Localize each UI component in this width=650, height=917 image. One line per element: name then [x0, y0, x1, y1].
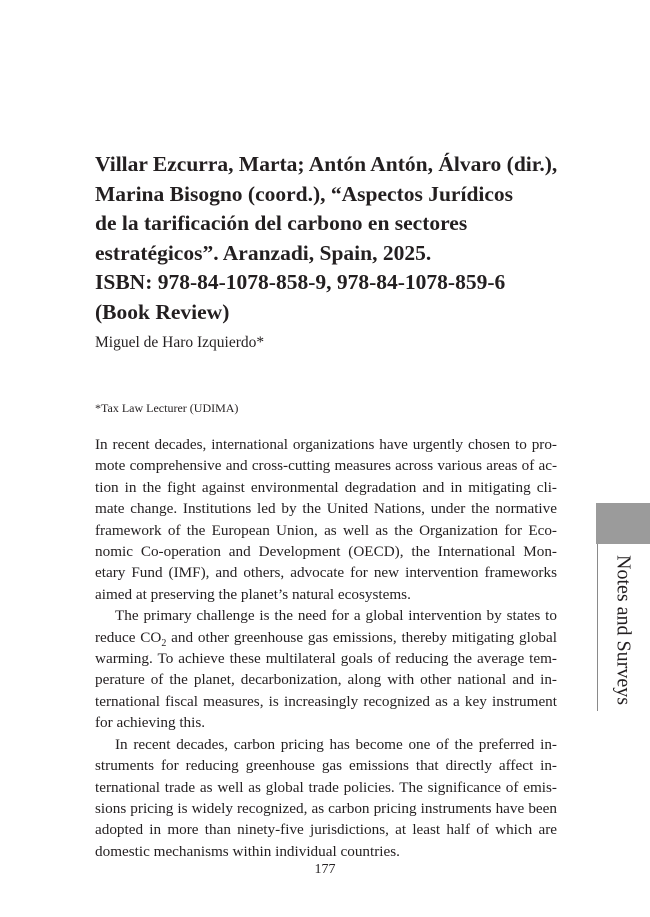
body-text: [95, 434, 557, 862]
text-line: mote comprehensive and cross-cutting measures across various areas of ac-: [95, 457, 557, 475]
text-line: for achieving this.: [95, 714, 206, 732]
text-line: tion in the fight against environmental degradation and in mitigating cli-: [95, 478, 557, 496]
article-title: [95, 150, 575, 327]
subscript: 2: [161, 637, 167, 649]
author-name: Miguel de Haro Izquierdo*: [95, 334, 265, 351]
text-line: In recent decades, carbon pricing has become one of the preferred in-: [115, 735, 557, 753]
title-line: estratégicos”. Aranzadi, Spain, 2025.: [95, 240, 432, 265]
text-line: ternational fiscal measures, is increasingly recognized as a key instrument: [95, 692, 557, 710]
text-line: ternational trade as well as global trade policies. The significance of emis-: [95, 778, 557, 796]
paragraph-2: [95, 605, 557, 733]
text-line: nomic Co-operation and Development (OECD), the International Mon-: [95, 543, 557, 561]
text-line-with-subscript: [95, 627, 557, 648]
paragraph-1: [95, 434, 557, 605]
title-line: de la tarificación del carbono en sectores: [95, 211, 468, 235]
text-line: warming. To achieve these multilateral goals of reducing the average tem-: [95, 650, 557, 668]
page-number: 177: [314, 862, 336, 877]
text-line: sions pricing is widely recognized, as carbon pricing instruments have been: [95, 799, 557, 817]
text-fragment: and other greenhouse gas emissions, thereby mitigating global: [166, 628, 557, 646]
text-line: perature of the planet, decarbonization, along with other national and in-: [95, 671, 557, 689]
title-line: ISBN: 978-84-1078-858-9, 978-84-1078-859-6: [95, 270, 506, 294]
text-line: In recent decades, international organizations have urgently chosen to pro-: [95, 436, 557, 453]
author-footnote: *Tax Law Lecturer (UDIMA): [95, 401, 239, 415]
section-tab-rule: [597, 544, 598, 711]
text-line: adopted in more than ninety-five jurisdictions, at least half of which are: [95, 821, 557, 839]
text-line: framework of the European Union, as well as the Organization for Eco-: [95, 521, 557, 539]
section-label: Notes and Surveys: [612, 555, 635, 705]
text-line: struments for reducing greenhouse gas emissions that directly affect in-: [95, 757, 557, 775]
text-line: domestic mechanisms within individual countries.: [95, 842, 400, 860]
text-fragment: reduce CO: [95, 628, 162, 646]
text-line: mate change. Institutions led by the United Nations, under the normative: [95, 500, 557, 518]
text-line: aimed at preserving the planet’s natural ecosystems.: [95, 585, 411, 603]
text-line: etary Fund (IMF), and others, advocate for new intervention frameworks: [95, 564, 557, 582]
text-line: The primary challenge is the need for a global intervention by states to: [115, 607, 557, 625]
section-tab-marker: [596, 503, 650, 544]
paragraph-3: [95, 734, 557, 862]
title-line: Villar Ezcurra, Marta; Antón Antón, Álvaro (dir.),: [95, 152, 558, 176]
title-line: Marina Bisogno (coord.), “Aspectos Jurídicos: [95, 181, 514, 206]
title-line: (Book Review): [95, 299, 230, 324]
